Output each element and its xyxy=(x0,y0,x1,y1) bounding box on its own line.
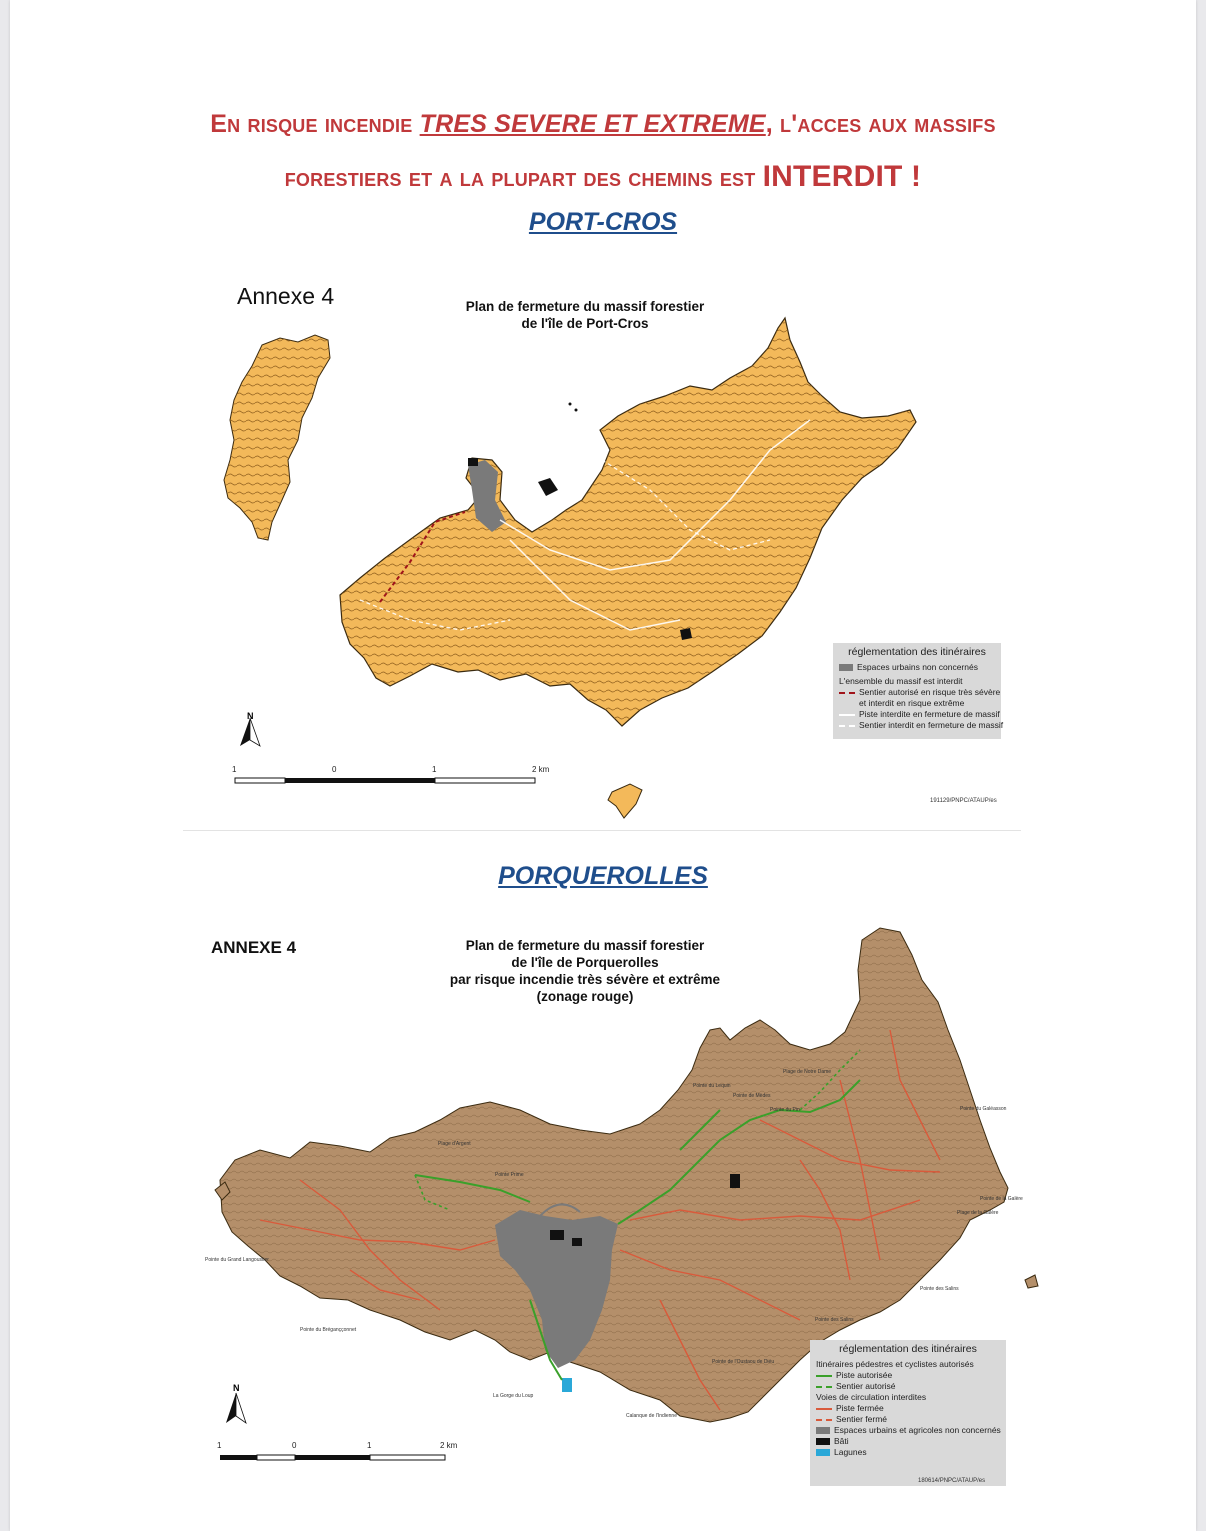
legend-label: Voies de circulation interdites xyxy=(816,1392,927,1402)
place-label: Pointe du Bréganççonnet xyxy=(300,1327,357,1333)
islet xyxy=(1025,1275,1038,1288)
scale-bar xyxy=(235,778,535,783)
place-label: Pointe du Pin xyxy=(770,1107,800,1113)
place-label: Pointe des Salins xyxy=(815,1317,854,1323)
place-label: Pointe du Galéasson xyxy=(960,1106,1007,1112)
annexe-label: ANNEXE 4 xyxy=(211,938,297,957)
north-label: N xyxy=(233,1383,240,1393)
legend-label: Espaces urbains et agricoles non concernés xyxy=(834,1425,1001,1435)
legend-row xyxy=(816,1403,1000,1414)
section-title-porquerolles: PORQUEROLLES xyxy=(498,862,708,890)
map-reference: 180614/PNPC/ATAUP/es xyxy=(918,1478,986,1484)
building xyxy=(550,1230,564,1240)
legend-label: Bâti xyxy=(834,1436,849,1446)
map-title-line: de l'île de Porquerolles xyxy=(511,955,659,970)
lagune xyxy=(562,1378,572,1392)
place-label: Plage d'Argent xyxy=(438,1141,471,1147)
scale-label: 1 xyxy=(432,765,437,774)
legend-label: Piste autorisée xyxy=(836,1370,893,1380)
legend-label: Sentier autorisé en risque très sévère xyxy=(859,687,1001,697)
legend-label: Lagunes xyxy=(834,1447,867,1457)
legend-label: Sentier autorisé xyxy=(836,1381,896,1391)
building xyxy=(468,458,478,466)
place-label: Pointe de la Galère xyxy=(980,1196,1023,1202)
place-label: Pointe des Salins xyxy=(920,1286,959,1292)
annexe-label: Annexe 4 xyxy=(237,283,335,309)
map-reference: 191129/PNPC/ATAUP/es xyxy=(930,798,997,804)
heading-text: , l'acces aux massifs xyxy=(765,110,996,138)
legend-label: Itinéraires pédestres et cyclistes autorisés xyxy=(816,1359,974,1369)
legend-label: Espaces urbains non concernés xyxy=(857,662,978,672)
place-label: Calanque de l'Indienne xyxy=(626,1413,677,1419)
heading-text: En risque incendie xyxy=(210,110,420,138)
heading-interdit: INTERDIT ! xyxy=(762,160,922,193)
scale-label: 1 xyxy=(232,765,237,774)
legend-row xyxy=(816,1359,1000,1370)
legend-label: Piste fermée xyxy=(836,1403,884,1413)
legend-row xyxy=(839,662,995,673)
legend-title: réglementation des itinéraires xyxy=(848,646,986,658)
scale-label: 2 km xyxy=(532,765,550,774)
legend-row xyxy=(839,720,1004,731)
warning-heading-line2 xyxy=(0,160,1206,194)
scale-label: 2 km xyxy=(440,1441,458,1450)
place-label: Pointe de Mèdes xyxy=(733,1093,771,1099)
legend-row xyxy=(816,1392,1000,1403)
warning-heading-line1 xyxy=(0,110,1206,139)
port-cros-map xyxy=(210,300,940,830)
legend-row xyxy=(816,1447,1000,1458)
heading-highlight: TRES SEVERE ET EXTREME xyxy=(419,110,766,138)
place-label: Pointe Prime xyxy=(495,1172,524,1178)
legend-label: L'ensemble du massif est interdit xyxy=(839,676,963,686)
place-label: Plage de Notre Dame xyxy=(783,1069,832,1075)
building xyxy=(680,628,692,640)
legend-row xyxy=(816,1381,1000,1392)
legend-row xyxy=(839,709,1000,720)
legend-row xyxy=(816,1425,1000,1436)
scale-label: 1 xyxy=(217,1441,222,1450)
map-title-line: par risque incendie très sévère et extrême xyxy=(449,972,721,987)
building xyxy=(538,478,558,496)
legend-row xyxy=(816,1436,1000,1447)
map-title-line: (zonage rouge) xyxy=(536,989,634,1004)
building xyxy=(730,1174,740,1188)
scale-label: 1 xyxy=(367,1441,372,1450)
place-label: Pointe du Grand Langoustier xyxy=(205,1257,269,1263)
legend-label: et interdit en risque extrême xyxy=(859,698,965,708)
section-title-port-cros: PORT-CROS xyxy=(528,208,678,236)
legend-row xyxy=(839,687,1001,698)
islet xyxy=(608,784,642,818)
place-label: Plage de la Galère xyxy=(957,1210,999,1216)
scale-label: 0 xyxy=(292,1441,297,1450)
legend-row xyxy=(816,1414,1000,1425)
map-title-line: Plan de fermeture du massif forestier xyxy=(465,299,705,314)
legend-label: Sentier fermé xyxy=(836,1414,888,1424)
scale-label: 0 xyxy=(332,765,337,774)
place-label: Pointe de l'Oustaou de Diéu xyxy=(712,1359,775,1365)
heading-text: forestiers et a la plupart des chemins est xyxy=(284,164,763,192)
legend-row xyxy=(816,1370,1000,1381)
map-title-line: de l'île de Port-Cros xyxy=(521,316,649,331)
legend-row xyxy=(839,676,995,687)
section-divider xyxy=(183,830,1021,831)
scale-bar xyxy=(220,1455,445,1460)
building xyxy=(572,1238,582,1246)
legend-porquerolles xyxy=(810,1340,1006,1486)
place-label: La Gorge du Loup xyxy=(493,1393,534,1399)
north-label: N xyxy=(247,711,254,721)
legend-port-cros xyxy=(833,643,1004,739)
legend-label: Piste interdite en fermeture de massif xyxy=(859,709,1000,719)
legend-label: Sentier interdit en fermeture de massif xyxy=(859,720,1004,730)
legend-title: réglementation des itinéraires xyxy=(839,1343,977,1355)
place-label: Pointe du Lequin xyxy=(693,1083,731,1089)
map-title-line: Plan de fermeture du massif forestier xyxy=(465,938,705,953)
